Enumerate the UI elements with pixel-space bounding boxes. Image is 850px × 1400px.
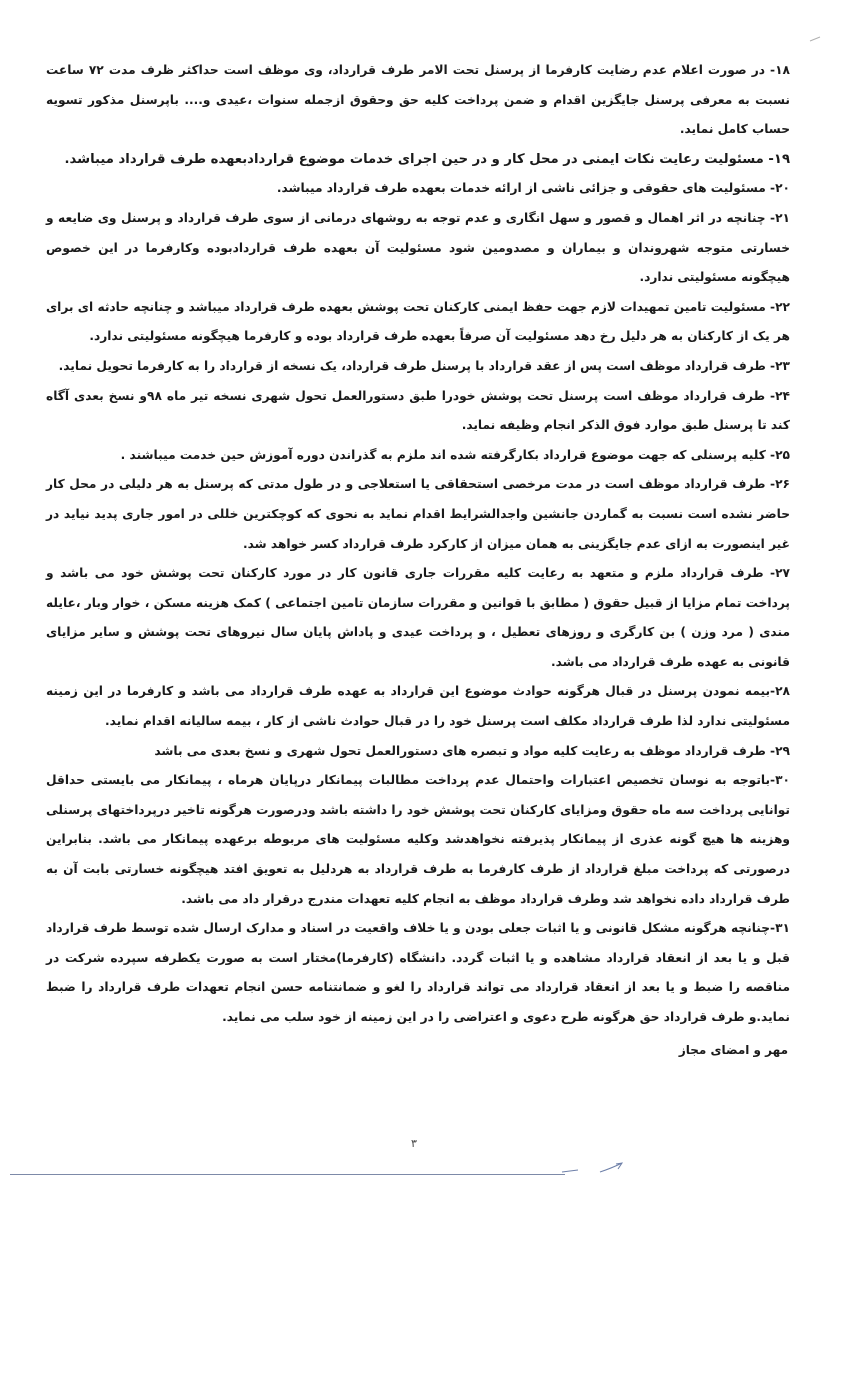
- pen-stroke-mark: [560, 1160, 630, 1180]
- clause-26: ۲۶- طرف قرارداد موظف است در مدت مرخصی استحقاقی یا استعلاجی و در طول مدتی که پرسنل به هر دلیلی در محل کار حاضر نشده است نسبت به گماردن جانشین واجدالشرایط اقدام نماید به نحوی که کوچکترین خللی در امور جاری پدید نیاید در غیر اینصورت به ازای عدم جایگزینی به همان میزان از کارکرد طرف قرارداد کسر خواهد شد.: [46, 477, 790, 551]
- contract-clauses: [46, 56, 790, 1033]
- clause-24: ۲۴- طرف قرارداد موظف است پرسنل تحت پوشش خودرا طبق دستورالعمل تحول شهری نسخه تیر ماه ۹۸و نسخ بعدی آگاه کند تا پرسنل طبق موارد فوق الذکر انجام وظیفه نماید.: [46, 388, 790, 433]
- signature-label: مهر و امضای مجاز: [678, 1043, 788, 1057]
- clause-18: ۱۸- در صورت اعلام عدم رضایت کارفرما از پرسنل تحت الامر طرف قرارداد، وی موظف است حداکثر ظرف مدت ۷۲ ساعت نسبت به معرفی پرسنل جایگزین اقدام و ضمن پرداخت کلیه حق وحقوق ازجمله سنوات ،عیدی و.... باپرسنل مذکور تسویه حساب کامل نماید.: [46, 63, 790, 137]
- scan-speck-mark: [808, 35, 822, 43]
- clause-21: ۲۱- چنانچه در اثر اهمال و قصور و سهل انگاری و عدم توجه به روشهای درمانی از سوی طرف قرارداد و پرسنل وی ضایعه و خسارتی متوجه شهروندان و بیماران و مصدومین شود مسئولیت آن بعهده طرف قراردادبوده وکارفرما در این خصوص هیچگونه مسئولیتی ندارد.: [46, 210, 790, 285]
- clause-29: ۲۹- طرف قرارداد موظف به رعایت کلیه مواد و تبصره های دستورالعمل تحول شهری و نسخ بعدی می باشد: [154, 743, 790, 758]
- clause-31: ۳۱-چنانچه هرگونه مشکل قانونی و یا اثبات جعلی بودن و یا خلاف واقعیت در اسناد و مدارک ارسال شده توسط طرف قرارداد قبل و یا بعد از انعقاد قرارداد مشاهده و یا اثبات گردد. دانشگاه (کارفرما)مختار است به صورت یکطرفه سپرده شرکت در مناقصه را ضبط و یا بعد از انعقاد قرارداد می تواند قرارداد را لغو و ضمانتنامه حسن انجام تعهدات طرف قرارداد را ضبط نماید.و طرف قرارداد حق هرگونه طرح دعوی و اعتراضی را در این زمینه از خود سلب می نماید.: [46, 921, 790, 1024]
- clause-19: ۱۹- مسئولیت رعایت نکات ایمنی در محل کار و در حین اجرای خدمات موضوع قراردادبعهده طرف قرارداد میباشد.: [64, 151, 790, 167]
- clause-22: ۲۲- مسئولیت تامین تمهیدات لازم جهت حفظ ایمنی کارکنان تحت پوشش بعهده طرف قرارداد میباشد و چنانچه حادثه ای برای هر یک از کارکنان به هر دلیل رخ دهد مسئولیت آن صرفاً بعهده طرف قرارداد بوده و کارفرما هیچگونه مسئولیتی ندارد.: [46, 299, 790, 344]
- clause-20: ۲۰- مسئولیت های حقوقی و جزائی ناشی از ارائه خدمات بعهده طرف قرارداد میباشد.: [276, 181, 790, 196]
- clause-27: ۲۷- طرف قرارداد ملزم و متعهد به رعایت کلیه مقررات جاری قانون کار در مورد کارکنان تحت پوشش خود می باشد و پرداخت تمام مزایا از قبیل حقوق ( مطابق با قوانین و مقررات سازمان تامین اجتماعی ) کمک هزینه مسکن ، خوار وبار ،عایله مندی ( مرد وزن ) بن کارگری و روزهای تعطیل ، و پرداخت عیدی و پاداش پایان سال نیروهای تحت پوشش و سایر مزایای قانونی به عهده طرف قرارداد می باشد.: [46, 566, 790, 669]
- clause-25: ۲۵- کلیه پرسنلی که جهت موضوع قرارداد بکارگرفته شده اند ملزم به گذراندن دوره آموزش حین خدمت میباشند .: [120, 447, 790, 462]
- clause-28: ۲۸-بیمه نمودن پرسنل در قبال هرگونه حوادث موضوع این قرارداد به عهده طرف قرارداد می باشد و کارفرما در این زمینه مسئولیتی ندارد لذا طرف قرارداد مکلف است پرسنل خود را در قبال حوادث ناشی از کار ، بیمه سالیانه اقدام نماید.: [46, 684, 790, 729]
- footer-divider: [10, 1174, 565, 1175]
- clause-23: ۲۳- طرف قرارداد موظف است پس از عقد قرارداد با پرسنل طرف قرارداد، یک نسخه از قرارداد را به کارفرما تحویل نماید.: [58, 358, 790, 373]
- clause-30: ۳۰-باتوجه به نوسان تخصیص اعتبارات واحتمال عدم پرداخت مطالبات پیمانکار درپایان هرماه ، پیمانکار می بایستی حداقل توانایی پرداخت سه ماه حقوق ومزایای کارکنان تحت پوشش خود را داشته باشد ودرصورت هرگونه تاخیر درپرداختهای پرسنلی وهزینه ها هیچ گونه عذری از پیمانکار پذیرفته نخواهدشد وکلیه مسئولیت های مربوطه برعهده پیمانکار می باشد. بنابراین درصورتی که پرداخت مبلغ قرارداد از طرف کارفرما به طرف قرارداد به هردلیل به تعویق افتد هیچگونه خسارتی بابت آن به طرف قرارداد داده نخواهد شد وطرف قرارداد موظف به انجام کلیه تعهدات مندرج درقرار داد می باشد.: [46, 773, 790, 906]
- page-number: ۳: [411, 1137, 417, 1150]
